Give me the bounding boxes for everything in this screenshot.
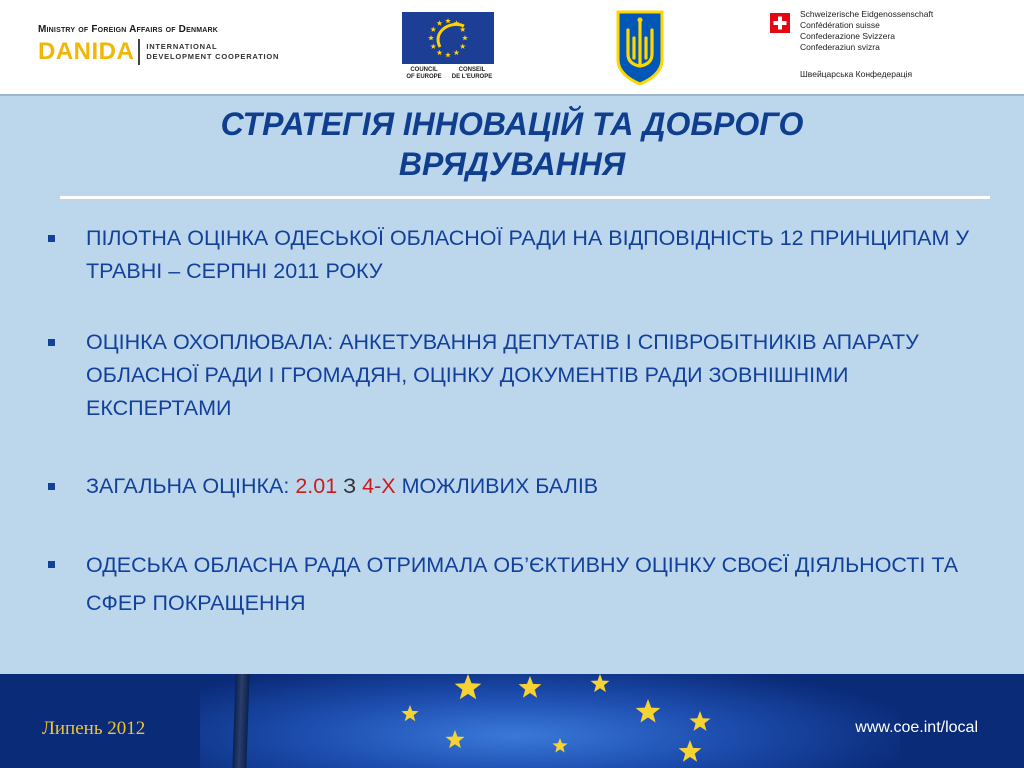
- slide-title-line1: СТРАТЕГІЯ ІННОВАЦІЙ ТА ДОБРОГО: [220, 106, 804, 142]
- bullet-item: [48, 326, 988, 425]
- logo-band: [0, 0, 1024, 96]
- bullet-square-icon: [48, 483, 55, 490]
- coe-flag: [402, 12, 494, 64]
- bullet-square-icon: [48, 235, 55, 242]
- swiss-name-de: Schweizerische Eidgenossenschaft: [800, 9, 934, 19]
- title-divider: [60, 196, 990, 199]
- bullet-text-scope: ОЦІНКА ОХОПЛЮВАЛА: АНКЕТУВАННЯ ДЕПУТАТІВ І СПІВРОБІТНИКІВ АПАРАТУ ОБЛАСНОЇ РАДИ І ГРОМАДЯН, ОЦІНКУ ДОКУМЕНТІВ РАДИ ЗОВНІШНІМИ ЕКСПЕРТАМИ: [86, 330, 919, 420]
- coe-star: [437, 50, 443, 55]
- swiss-name-it: Confederazione Svizzera: [800, 31, 895, 41]
- bullet-text-outcome: ОДЕСЬКА ОБЛАСНА РАДА ОТРИМАЛА ОБ’ЄКТИВНУ ОЦІНКУ СВОЄЇ ДІЯЛЬНОСТІ ТА СФЕР ПОКРАЩЕННЯ: [86, 553, 959, 615]
- coe-star: [445, 18, 451, 23]
- overall-score-max: 4-Х: [362, 474, 396, 498]
- bullet-item: [48, 546, 988, 622]
- slide-title: [60, 104, 964, 184]
- coe-star: [445, 52, 451, 57]
- coe-star: [460, 27, 466, 32]
- coe-stars-icon: [402, 12, 494, 64]
- eu-star: [552, 738, 567, 753]
- bullet-text-overall-suffix: МОЖЛИВИХ БАЛІВ: [395, 474, 599, 498]
- eu-star: [455, 674, 482, 699]
- coe-star: [430, 44, 436, 49]
- slide-title-line2: ВРЯДУВАННЯ: [398, 146, 626, 182]
- bullet-list: [48, 222, 988, 622]
- footer-date: Липень 2012: [42, 718, 146, 739]
- danida-ministry-text: Ministry of Foreign Affairs of Denmark: [38, 24, 219, 35]
- footer-band: [0, 674, 1024, 768]
- overall-score-of: З: [337, 474, 363, 498]
- coe-star: [462, 35, 468, 40]
- danida-subtitle: [146, 42, 279, 62]
- coe-star: [454, 50, 460, 55]
- council-of-europe-logo: [402, 12, 494, 82]
- bullet-item: [48, 222, 988, 288]
- swiss-names: [800, 9, 933, 53]
- eu-star: [519, 676, 542, 698]
- swiss-name-rm: Confederaziun svizra: [800, 42, 880, 52]
- swiss-cross-icon: [770, 13, 790, 33]
- danida-subtitle-line1: INTERNATIONAL: [146, 42, 218, 51]
- coe-star: [430, 27, 436, 32]
- bullet-square-icon: [48, 339, 55, 346]
- eu-star: [401, 705, 418, 721]
- bullet-item: [48, 470, 988, 503]
- danida-logo: [38, 24, 298, 68]
- coe-star: [437, 20, 443, 25]
- coe-caption: [402, 67, 494, 81]
- coe-star: [428, 35, 434, 40]
- swiss-confederation-logo: [770, 9, 1005, 83]
- danida-wordmark: DANIDA: [38, 38, 135, 65]
- coe-swirl: [438, 24, 464, 47]
- bullet-square-icon: [48, 561, 55, 568]
- swiss-name-fr: Confédération suisse: [800, 20, 880, 30]
- danida-subtitle-line2: DEVELOPMENT COOPERATION: [146, 52, 280, 61]
- coe-caption-fr: CONSEIL DE L'EUROPE: [451, 67, 493, 80]
- eu-star: [446, 730, 465, 748]
- eu-star: [591, 674, 610, 692]
- eu-star: [679, 740, 702, 762]
- eu-star: [690, 711, 711, 731]
- bullet-text-pilot-assessment: ПІЛОТНА ОЦІНКА ОДЕСЬКОЇ ОБЛАСНОЇ РАДИ НА ВІДПОВІДНІСТЬ 12 ПРИНЦИПАМ У ТРАВНІ – СЕРПНІ 2011 РОКУ: [86, 226, 970, 283]
- coe-caption-en: COUNCIL OF EUROPE: [406, 67, 442, 80]
- eu-star: [636, 699, 661, 723]
- overall-score-value: 2.01: [295, 474, 338, 498]
- footer-url-link[interactable]: www.coe.int/local: [855, 719, 978, 736]
- danida-separator: [138, 39, 140, 65]
- coe-star: [460, 44, 466, 49]
- swiss-name-ua: Швейцарська Конфедерація: [800, 69, 913, 79]
- ukraine-coat-of-arms-icon: [614, 8, 666, 86]
- bullet-text-overall-prefix: ЗАГАЛЬНА ОЦІНКА:: [86, 474, 296, 498]
